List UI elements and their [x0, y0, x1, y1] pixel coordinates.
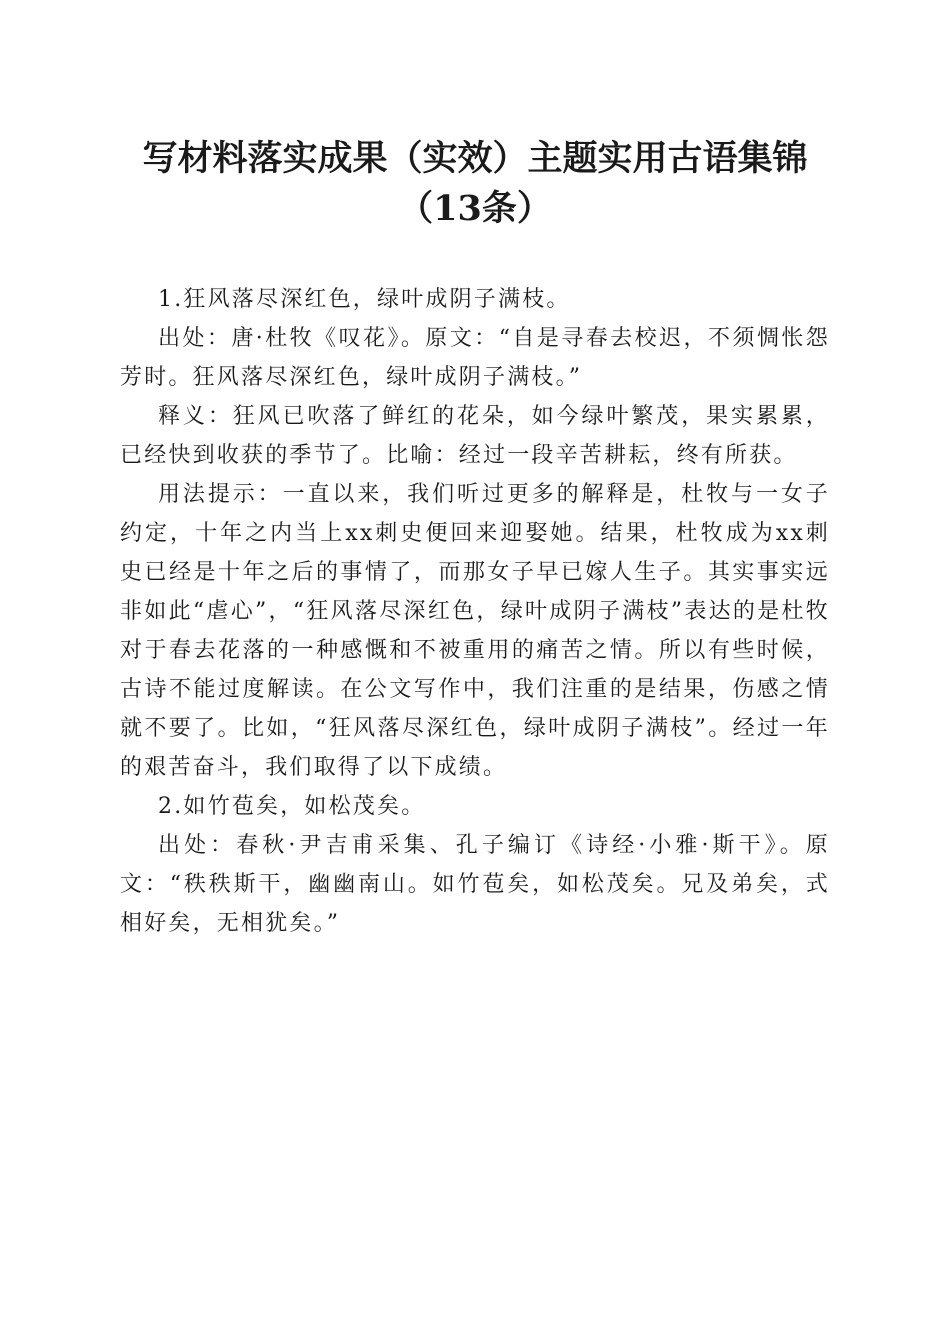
document-title-line-1: 写材料落实成果（实效）主题实用古语集锦 [142, 138, 808, 179]
item-2-source: 出处：春秋·尹吉甫采集、孔子编订《诗经·小雅·斯干》。原文：“秩秩斯干，幽幽南山。如竹苞矣，如松茂矣。兄及弟矣，式相好矣，无相犹矣。” [120, 833, 830, 936]
item-2-heading: 2.如竹苞矣，如松茂矣。 [158, 794, 426, 819]
item-1-usage-tip: 用法提示：一直以来，我们听过更多的解释是，杜牧与一女子约定，十年之内当上xx刺史便回来迎娶她。结果，杜牧成为xx刺史已经是十年之后的事情了，而那女子早已嫁人生子。其实事实远非如此“虐心”，“狂风落尽深红色，绿叶成阴子满枝”表达的是杜牧对于春去花落的一种感慨和不被重用的痛苦之情。所以有些时候，古诗不能过度解读。在公文写作中，我们注重的是结果，伤感之情就不要了。比如，“狂风落尽深红色，绿叶成阴子满枝”。经过一年的艰苦奋斗，我们取得了以下成绩。 [120, 482, 830, 780]
document-title-line-2: （13条） [398, 188, 552, 229]
item-1-source: 出处：唐·杜牧《叹花》。原文：“自是寻春去校迟，不须惆怅怨芳时。狂风落尽深红色，绿叶成阴子满枝。” [120, 326, 830, 390]
item-1-meaning: 释义：狂风已吹落了鲜红的花朵，如今绿叶繁茂，果实累累，已经快到收获的季节了。比喻：经过一段辛苦耕耘，终有所获。 [120, 404, 830, 468]
document-title [120, 134, 830, 234]
item-1-heading: 1.狂风落尽深红色，绿叶成阴子满枝。 [158, 287, 571, 312]
document-body [120, 280, 830, 943]
